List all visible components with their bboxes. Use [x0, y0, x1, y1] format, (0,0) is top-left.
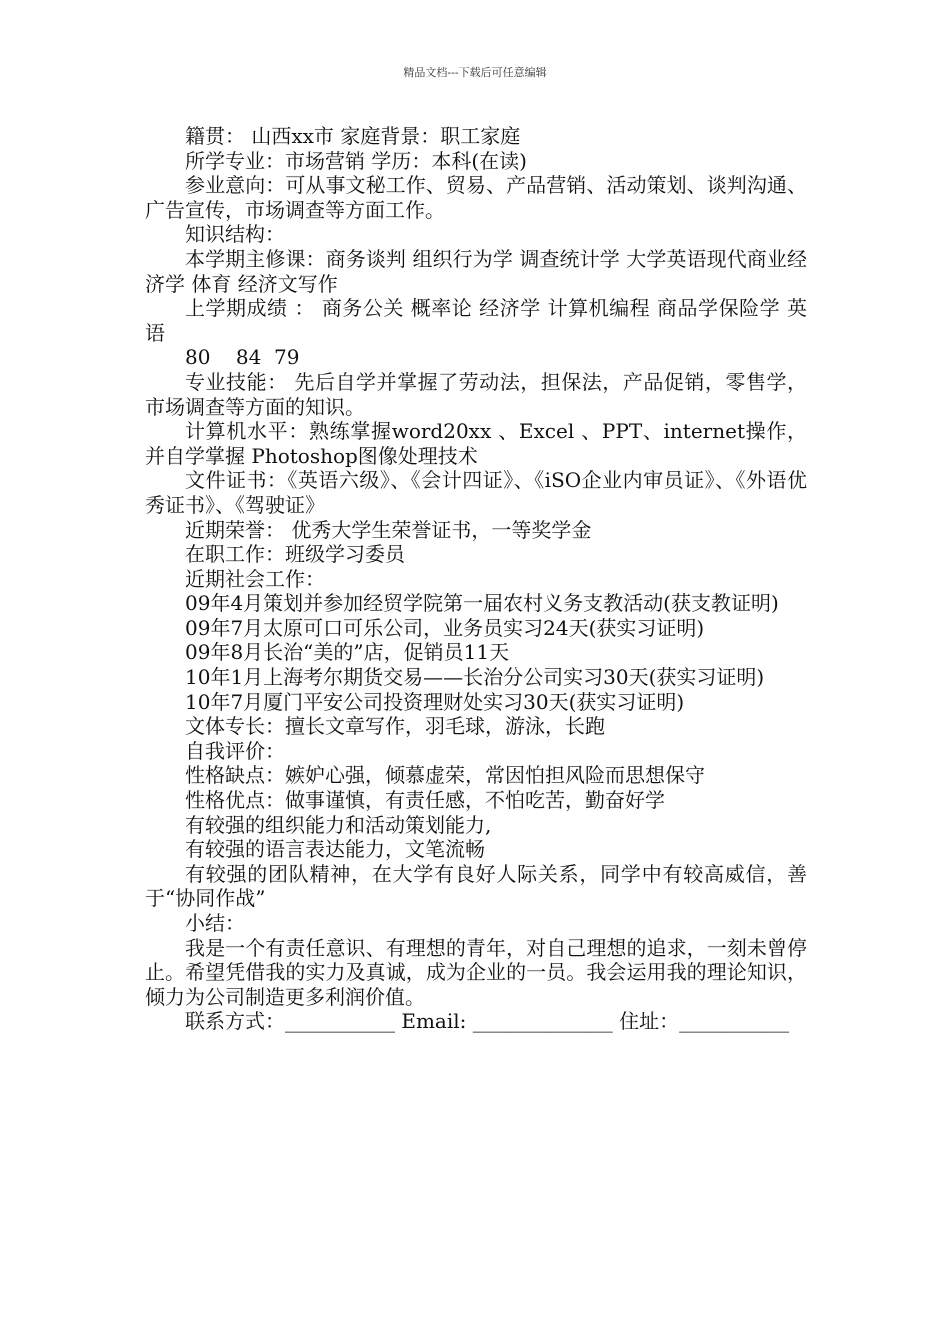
contact-line: 联系方式：___________ Email: ______________ 住址：___________ — [185, 1009, 790, 1034]
weakness-line: 性格缺点：嫉妒心强，倾慕虚荣，常因怕担风险而思想保守 — [185, 763, 705, 788]
experience-item: 09年7月太原可口可乐公司，业务员实习24天(获实习证明) — [185, 615, 705, 640]
career-intent-paragraph: 参业意向：可从事文秘工作、贸易、产品营销、活动策划、谈判沟通、广告宣传，市场调查等方面工作。 — [145, 173, 807, 222]
summary-heading: 小结： — [185, 911, 245, 935]
experience-item: 09年8月长治“美的”店，促销员11天 — [185, 640, 510, 665]
ability-paragraph: 有较强的团队精神，在大学有良好人际关系，同学中有较高威信，善于“协同作战” — [145, 861, 807, 911]
page-header: 精品文档---下载后可任意编辑 — [403, 66, 547, 79]
computer-skills-paragraph: 计算机水平：熟练掌握word20xx 、Excel 、PPT、internet操作，并自学掌握 Photoshop图像处理技术 — [145, 419, 807, 468]
hobbies-line: 文体专长：擅长文章写作，羽毛球，游泳，长跑 — [185, 714, 605, 739]
grades-paragraph: 上学期成绩 ： 商务公关 概率论 经济学 计算机编程 商品学保险学 英语 — [145, 296, 807, 345]
experience-item: 10年7月厦门平安公司投资理财处实习30天(获实习证明) — [185, 689, 685, 714]
grades-scores: 80 84 79 — [185, 345, 300, 370]
major-line: 所学专业：市场营销 学历：本科(在读) — [185, 148, 527, 173]
self-evaluation-heading: 自我评价： — [185, 738, 285, 763]
ability-line: 有较强的组织能力和活动策划能力, — [185, 812, 492, 837]
native-place-line: 籍贯： 山西xx市 家庭背景：职工家庭 — [185, 124, 521, 148]
social-work-heading: 近期社会工作： — [185, 566, 325, 591]
position-line: 在职工作：班级学习委员 — [185, 542, 405, 567]
resume-body — [145, 124, 807, 1034]
skills-paragraph: 专业技能： 先后自学并掌握了劳动法，担保法，产品促销，零售学，市场调查等方面的知识。 — [145, 369, 807, 419]
courses-paragraph: 本学期主修课：商务谈判 组织行为学 调查统计学 大学英语现代商业经济学 体育 经济文写作 — [145, 246, 807, 296]
experience-item: 09年4月策划并参加经贸学院第一届农村义务支教活动(获支教证明) — [185, 591, 779, 616]
ability-line: 有较强的语言表达能力，文笔流畅 — [185, 837, 485, 862]
experience-item: 10年1月上海考尔期货交易——长治分公司实习30天(获实习证明) — [185, 665, 765, 690]
summary-paragraph: 我是一个有责任意识、有理想的青年，对自己理想的追求，一刻未曾停止。希望凭借我的实力及真诚，成为企业的一员。我会运用我的理论知识，倾力为公司制造更多利润价值。 — [145, 935, 807, 1009]
knowledge-heading: 知识结构： — [185, 222, 285, 247]
strength-line: 性格优点：做事谨慎，有责任感，不怕吃苦，勤奋好学 — [185, 788, 665, 813]
certificates-paragraph: 文件证书：《英语六级》、《会计四证》、《iSO企业内审员证》、《外语优秀证书》、《驾驶证》 — [145, 468, 807, 517]
honors-line: 近期荣誉： 优秀大学生荣誉证书，一等奖学金 — [185, 517, 592, 542]
